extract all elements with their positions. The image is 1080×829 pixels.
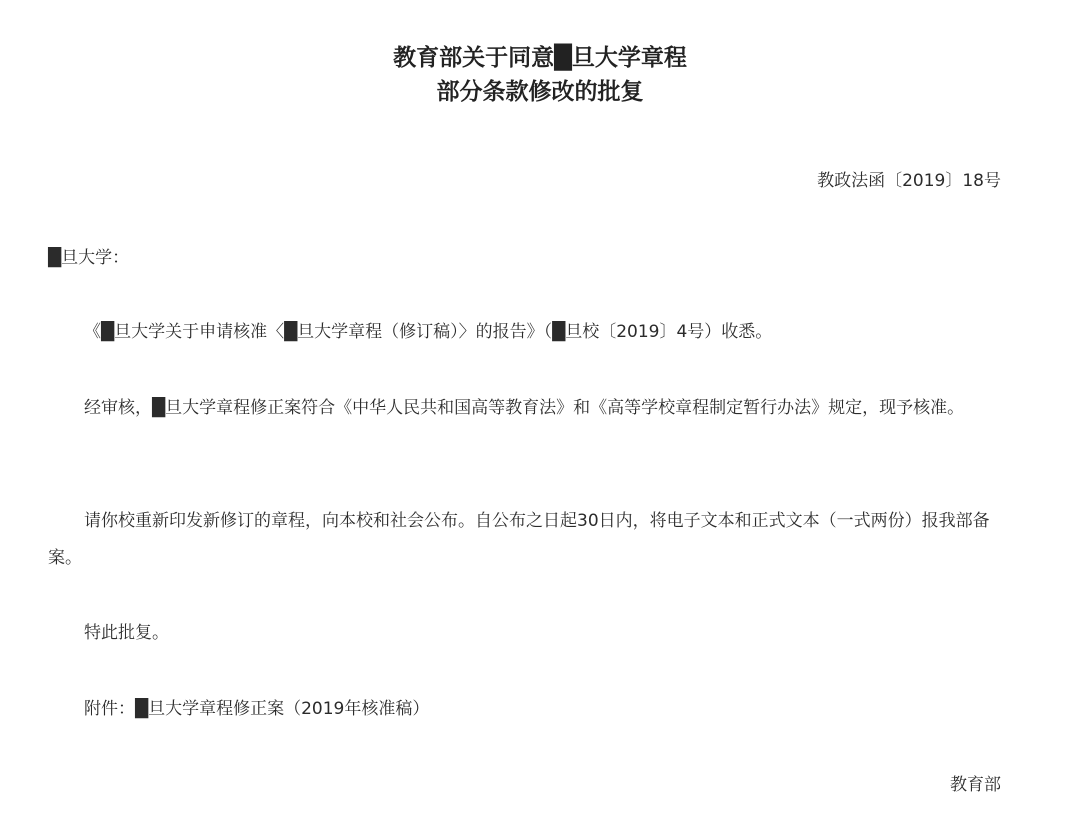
attachment-note: 附件：█旦大学章程修正案（2019年核准稿） — [84, 699, 430, 719]
document-title-line-2: 部分条款修改的批复 — [436, 79, 644, 105]
paragraph-closing: 特此批复。 — [84, 623, 169, 643]
paragraph-receipt: 《█旦大学关于申请核准〈█旦大学章程（修订稿）〉的报告》（█旦校〔2019〕4号）收悉。 — [84, 322, 773, 342]
salutation: █旦大学： — [48, 248, 130, 268]
document-title-line-1: 教育部关于同意█旦大学章程 — [393, 45, 687, 71]
paragraph-instructions: 请你校重新印发新修订的章程，向本校和社会公布。自公布之日起30日内，将电子文本和正式文本（一式两份）报我部备案。 — [48, 511, 990, 568]
paragraph-approval: 经审核，█旦大学章程修正案符合《中华人民共和国高等教育法》和《高等学校章程制定暂行办法》规定，现予核准。 — [84, 398, 965, 418]
document-number: 教政法函〔2019〕18号 — [817, 171, 1001, 191]
issuer-signature: 教育部 — [950, 775, 1001, 795]
